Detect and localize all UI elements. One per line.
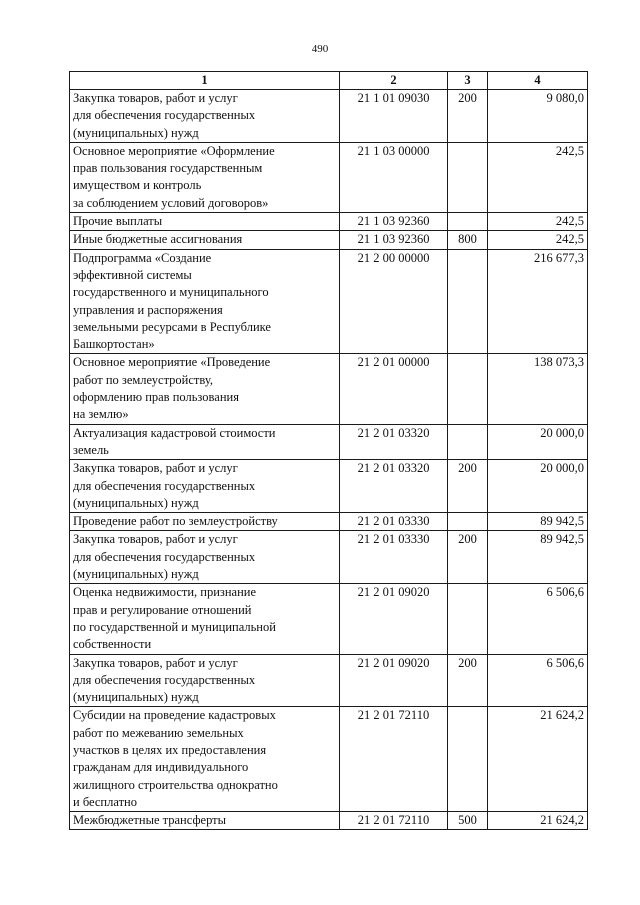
header-col-1: 1 (70, 72, 340, 90)
table-row (70, 354, 588, 424)
row-amount-cell: 138 073,3 (488, 354, 588, 424)
table-header-row (70, 72, 588, 90)
row-kind-cell: 200 (448, 90, 488, 143)
row-name-cell: Межбюджетные трансферты (70, 812, 340, 830)
row-name-cell: Прочие выплаты (70, 213, 340, 231)
row-kind-cell (448, 249, 488, 354)
row-kind-cell (448, 513, 488, 531)
row-kind-cell (448, 584, 488, 654)
row-name-cell: Оценка недвижимости, признание прав и регулирование отношений по государственной и муниципальной собственности (70, 584, 340, 654)
table-row (70, 249, 588, 354)
row-code-cell: 21 1 03 92360 (340, 213, 448, 231)
row-code-cell: 21 2 01 72110 (340, 707, 448, 812)
row-kind-cell: 500 (448, 812, 488, 830)
table-row (70, 707, 588, 812)
row-name-cell: Проведение работ по землеустройству (70, 513, 340, 531)
row-name-cell: Закупка товаров, работ и услуг для обеспечения государственных (муниципальных) нужд (70, 90, 340, 143)
row-code-cell: 21 2 01 03320 (340, 424, 448, 460)
row-kind-cell (448, 424, 488, 460)
row-amount-cell: 216 677,3 (488, 249, 588, 354)
table-row (70, 460, 588, 513)
table-row (70, 424, 588, 460)
budget-table (69, 71, 588, 830)
header-col-2: 2 (340, 72, 448, 90)
row-amount-cell: 9 080,0 (488, 90, 588, 143)
header-col-3: 3 (448, 72, 488, 90)
row-kind-cell (448, 142, 488, 212)
row-name-cell: Основное мероприятие «Оформление прав пользования государственным имуществом и контроль за соблюдением условий договоров» (70, 142, 340, 212)
table-row (70, 654, 588, 707)
page-number: 490 (311, 43, 329, 55)
row-amount-cell: 20 000,0 (488, 424, 588, 460)
row-amount-cell: 242,5 (488, 142, 588, 212)
row-name-cell: Иные бюджетные ассигнования (70, 231, 340, 249)
table-row (70, 213, 588, 231)
row-name-cell: Основное мероприятие «Проведение работ по землеустройству, оформлению прав пользования на землю» (70, 354, 340, 424)
row-amount-cell: 6 506,6 (488, 654, 588, 707)
table-row (70, 231, 588, 249)
row-code-cell: 21 2 00 00000 (340, 249, 448, 354)
row-code-cell: 21 2 01 00000 (340, 354, 448, 424)
row-amount-cell: 21 624,2 (488, 707, 588, 812)
row-code-cell: 21 1 03 00000 (340, 142, 448, 212)
row-amount-cell: 89 942,5 (488, 513, 588, 531)
row-amount-cell: 242,5 (488, 213, 588, 231)
row-amount-cell: 89 942,5 (488, 531, 588, 584)
row-name-cell: Закупка товаров, работ и услуг для обеспечения государственных (муниципальных) нужд (70, 654, 340, 707)
row-name-cell: Подпрограмма «Создание эффективной системы государственного и муниципального управления и распоряжения земельными ресурсами в Республике Башкортостан» (70, 249, 340, 354)
row-name-cell: Закупка товаров, работ и услуг для обеспечения государственных (муниципальных) нужд (70, 531, 340, 584)
row-kind-cell: 200 (448, 654, 488, 707)
table-row (70, 531, 588, 584)
row-amount-cell: 20 000,0 (488, 460, 588, 513)
row-amount-cell: 21 624,2 (488, 812, 588, 830)
table-row (70, 812, 588, 830)
row-code-cell: 21 2 01 03330 (340, 531, 448, 584)
row-name-cell: Закупка товаров, работ и услуг для обеспечения государственных (муниципальных) нужд (70, 460, 340, 513)
row-amount-cell: 242,5 (488, 231, 588, 249)
table-row (70, 90, 588, 143)
row-code-cell: 21 1 01 09030 (340, 90, 448, 143)
row-amount-cell: 6 506,6 (488, 584, 588, 654)
row-kind-cell (448, 213, 488, 231)
row-code-cell: 21 2 01 03320 (340, 460, 448, 513)
table-row (70, 513, 588, 531)
table-row (70, 584, 588, 654)
row-code-cell: 21 2 01 09020 (340, 654, 448, 707)
row-code-cell: 21 2 01 03330 (340, 513, 448, 531)
header-col-4: 4 (488, 72, 588, 90)
table-row (70, 142, 588, 212)
table-body (70, 90, 588, 830)
row-kind-cell: 800 (448, 231, 488, 249)
row-code-cell: 21 2 01 09020 (340, 584, 448, 654)
row-kind-cell: 200 (448, 460, 488, 513)
row-kind-cell: 200 (448, 531, 488, 584)
row-kind-cell (448, 354, 488, 424)
row-kind-cell (448, 707, 488, 812)
row-code-cell: 21 1 03 92360 (340, 231, 448, 249)
row-code-cell: 21 2 01 72110 (340, 812, 448, 830)
row-name-cell: Актуализация кадастровой стоимости земель (70, 424, 340, 460)
row-name-cell: Субсидии на проведение кадастровых работ по межеванию земельных участков в целях их предоставления гражданам для индивидуального жилищного строительства однократно и бесплатно (70, 707, 340, 812)
